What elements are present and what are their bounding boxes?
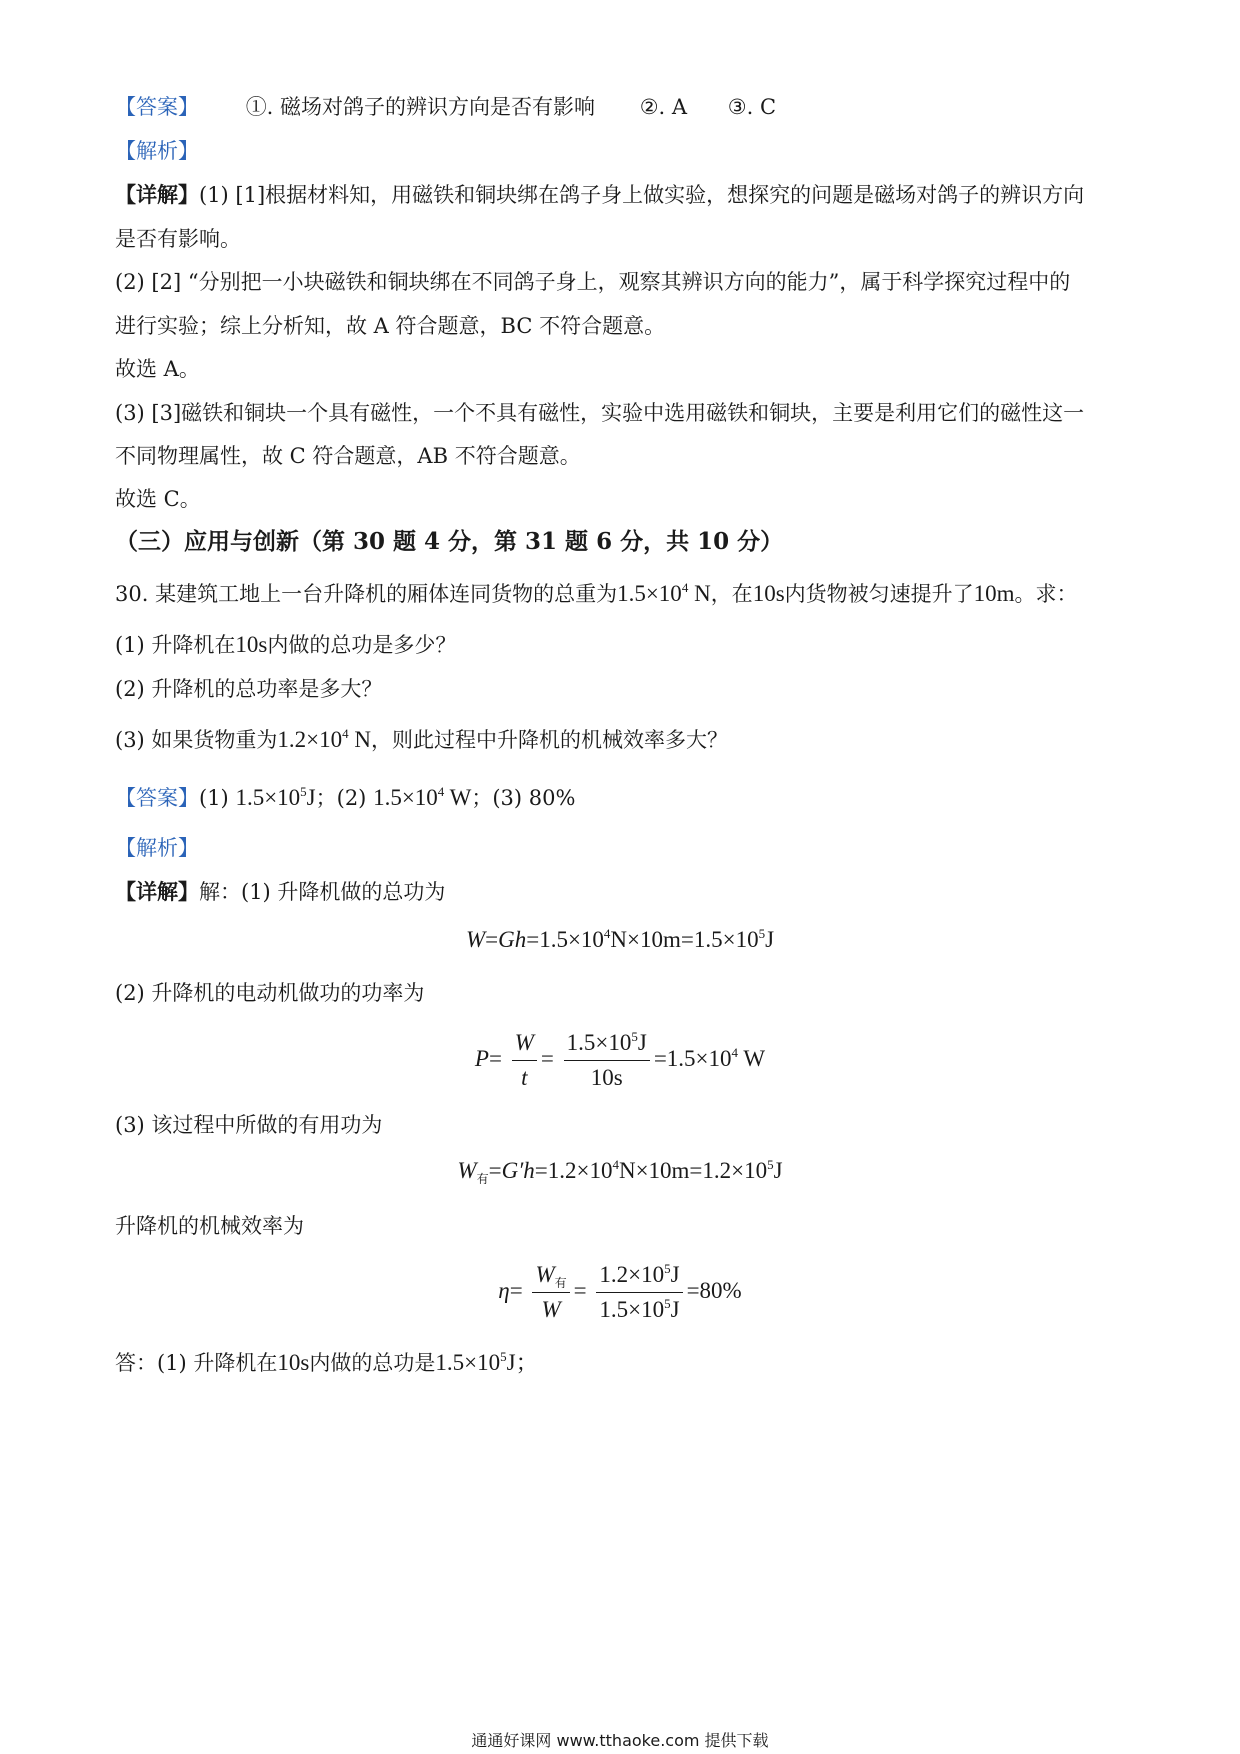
detail-line-8: 故选 C。 — [115, 487, 201, 511]
detail-line-2: 是否有影响。 — [115, 227, 241, 251]
answer-item-2: ②. A — [639, 95, 688, 119]
page-footer: 通通好课网 www.tthaoke.com 提供下载 — [471, 1731, 769, 1750]
fraction-w-over-t: $\frac{W}{t}$ — [512, 1028, 537, 1093]
equation-power: P= $\frac{W}{t}$ = $\frac{1.5\times 10^5J}{10s}$ $=1.5\times 10^4$ W — [0, 1028, 1240, 1093]
detail-line-5: 故选 A。 — [115, 357, 200, 381]
stem-weight: $1.5\times 10^4$ N — [617, 580, 711, 606]
analysis-tag: 【解析】 — [115, 139, 199, 163]
detail-line-3: (3) 该过程中所做的有用功为 — [115, 1113, 383, 1137]
analysis-tag: 【解析】 — [115, 836, 199, 860]
q30-sub1: (1) 升降机在10s内做的总功是多少？ — [115, 632, 457, 657]
q30-stem: 30. 某建筑工地上一台升降机的厢体连同货物的总重为$1.5\times 10^4$ N，在10s内货物被匀速提升了10m。求： — [115, 580, 1078, 606]
stem-time: 10s — [752, 581, 785, 606]
q30-sub3: (3) 如果货物重为$1.2\times 10^4$ N，则此过程中升降机的机械效率多大？ — [115, 726, 729, 752]
answer-item-1: ①. 磁场对鸽子的辨识方向是否有影响 — [245, 95, 596, 119]
fraction-wu-over-w: $\frac{W_有}{W}$ — [532, 1260, 569, 1325]
answer-tag: 【答案】 — [115, 786, 199, 810]
equation-efficiency: η= $\frac{W_有}{W}$ = $\frac{1.2\times 10^5J}{1.5\times 10^5J}$ =80% — [0, 1260, 1240, 1325]
detail-tag: 【详解】 — [115, 182, 199, 207]
fraction-value: $\frac{1.5\times 10^5J}{10s}$ — [564, 1028, 650, 1093]
answer-item-3: ③. C — [727, 95, 777, 119]
q30-answer-line: 【答案】(1) $1.5\times 10^5J$；(2) $1.5\times 10^4$ W；(3) 80% — [115, 784, 576, 810]
detail-line-4: 进行实验；综上分析知，故 A 符合题意，BC 不符合题意。 — [115, 314, 666, 338]
equation-work: $W=Gh=1.5\times 10^4N\times 10m=1.5\times 10^5J$ — [465, 926, 775, 952]
detail-line-2: (2) 升降机的电动机做功的功率为 — [115, 981, 425, 1005]
fraction-value: $\frac{1.2\times 10^5J}{1.5\times 10^5J}$ — [596, 1260, 682, 1325]
detail-text: (1) [1]根据材料知，用磁铁和铜块绑在鸽子身上做实验，想探究的问题是磁场对鸽子的辨识方向 — [199, 183, 1085, 207]
stem-text: 30. 某建筑工地上一台升降机的厢体连同货物的总重为 — [115, 582, 618, 606]
detail-line-1 — [115, 180, 1084, 210]
detail-line-6: (3) [3]磁铁和铜块一个具有磁性，一个不具有磁性，实验中选用磁铁和铜块，主要是利用它们的磁性这一 — [115, 401, 1085, 425]
section-title: （三）应用与创新（第 30 题 4 分，第 31 题 6 分，共 10 分） — [115, 528, 784, 555]
detail-line-3: (2) [2] “分别把一小块磁铁和铜块绑在不同鸽子身上，观察其辨识方向的能力”，属于科学探究过程中的 — [115, 270, 1071, 294]
answer-tag: 【答案】 — [115, 95, 199, 119]
detail-line-1: 【详解】解：(1) 升降机做的总功为 — [115, 879, 446, 904]
q29-answer-line — [115, 92, 776, 122]
stem-height: 10m — [973, 581, 1015, 606]
q30-sub2: (2) 升降机的总功率是多大？ — [115, 677, 383, 701]
detail-line-4: 升降机的机械效率为 — [115, 1214, 304, 1238]
final-answer: 答：(1) 升降机在10s内做的总功是$1.5\times 10^5J$； — [115, 1349, 539, 1375]
detail-line-7: 不同物理属性，故 C 符合题意，AB 不符合题意。 — [115, 444, 581, 468]
equation-useful-work: $W_有=G'h=1.2\times 10^4N\times 10m=1.2\times 10^5J$ — [457, 1157, 783, 1186]
